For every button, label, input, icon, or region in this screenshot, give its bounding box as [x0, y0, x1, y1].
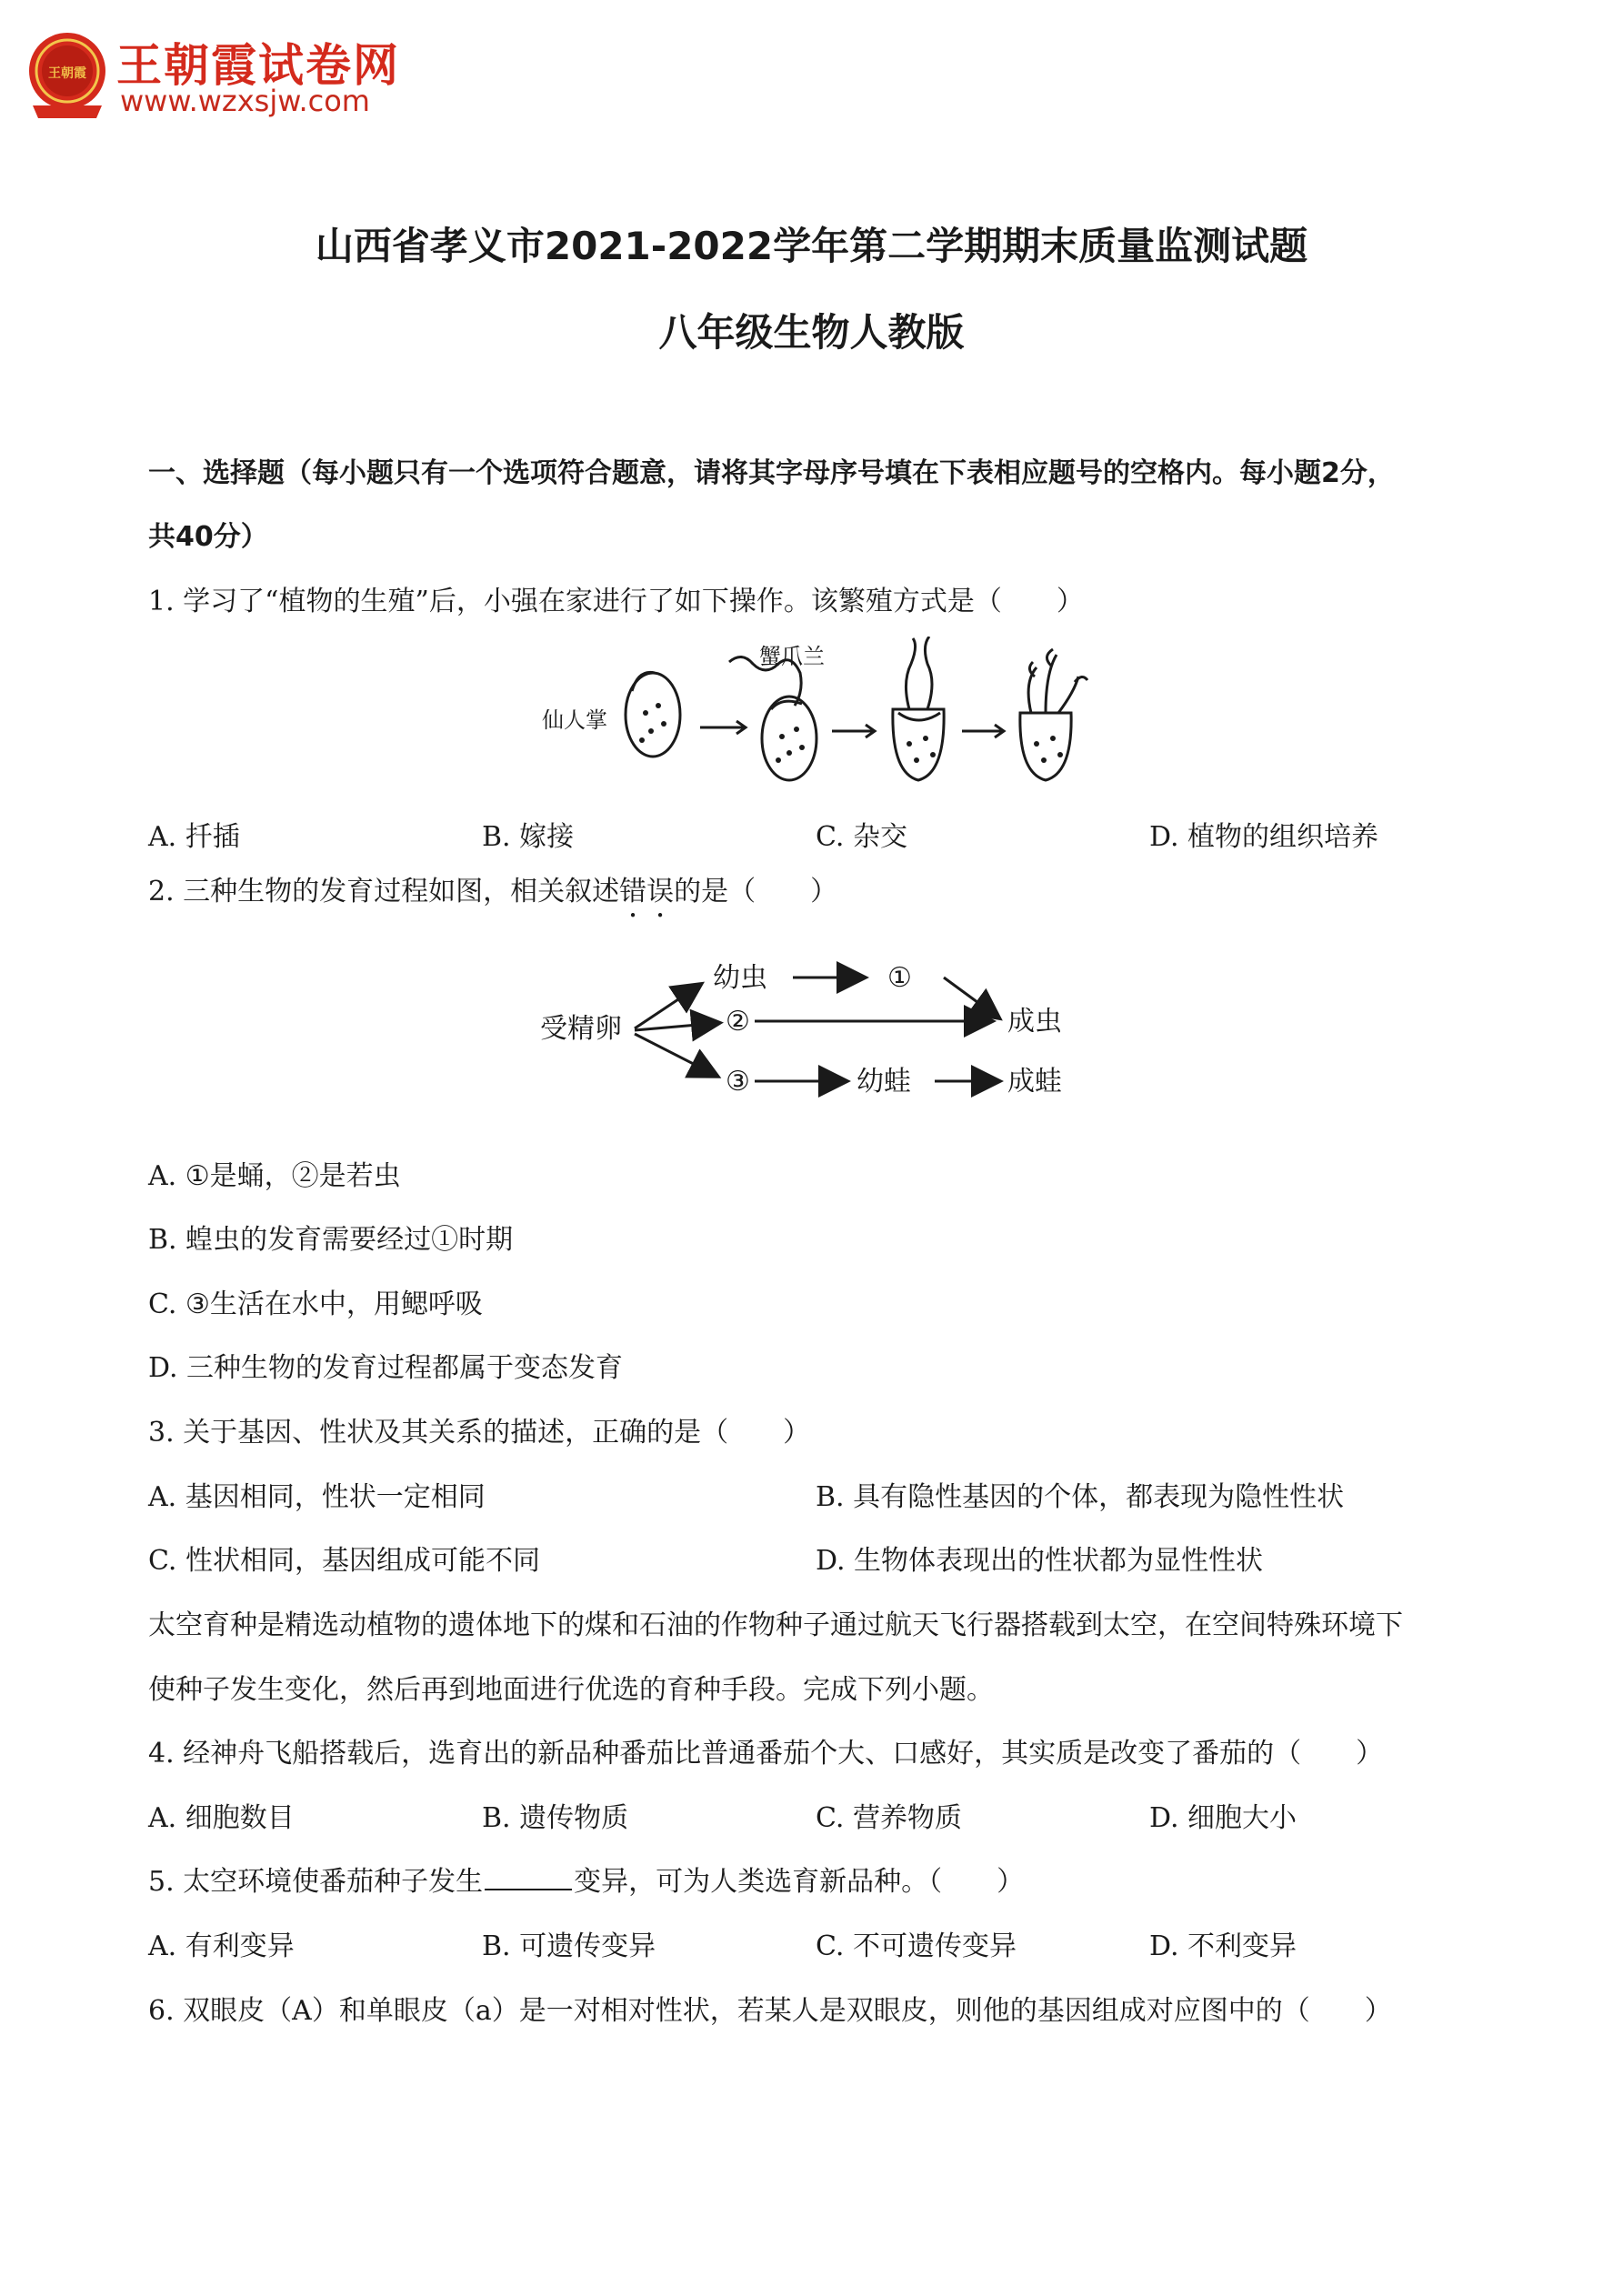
- q1-option-b[interactable]: B. 嫁接: [482, 821, 575, 853]
- site-url[interactable]: www.wzxsjw.com: [120, 84, 370, 118]
- q5-stem-after: 变异，可为人类选育新品种。（ ）: [574, 1866, 1025, 1898]
- question-2-stem: [148, 868, 837, 924]
- label-fertilized-egg: 受精卵: [540, 1013, 622, 1045]
- q2-stem-emphasis: 错误: [619, 876, 675, 907]
- label-cactus: 仙人掌: [542, 707, 607, 733]
- label-juvenile-frog: 幼蛙: [857, 1066, 911, 1098]
- q4-option-b[interactable]: B. 遗传物质: [482, 1802, 629, 1834]
- q2-stem-after: 的是（ ）: [674, 876, 838, 907]
- q3-option-c[interactable]: C. 性状相同，基因组成可能不同: [148, 1545, 540, 1577]
- q2-stem-before: 2. 三种生物的发育过程如图，相关叙述: [148, 876, 620, 907]
- question-4-stem: 4. 经神舟飞船搭载后，选育出的新品种番茄比普通番茄个大、口感好，其实质是改变了番茄的（ ）: [148, 1738, 1384, 1770]
- site-name: 王朝霞试卷网: [116, 39, 400, 92]
- label-crab-cactus: 蟹爪兰: [759, 644, 825, 669]
- q4-option-d[interactable]: D. 细胞大小: [1149, 1802, 1297, 1834]
- section-heading: 一、选择题（每小题只有一个选项符合题意，请将其字母序号填在下表相应题号的空格内。每小题2分，: [148, 457, 1395, 489]
- question-6-stem: 6. 双眼皮（A）和单眼皮（a）是一对相对性状，若某人是双眼皮，则他的基因组成对应图中的（ ）: [148, 1995, 1392, 2027]
- site-logo: [25, 25, 407, 125]
- q3-option-b[interactable]: B. 具有隐性基因的个体，都表现为隐性性状: [816, 1481, 1345, 1513]
- question-1-figure: [536, 637, 1100, 800]
- question-2-figure: [536, 950, 1100, 1114]
- q5-option-d[interactable]: D. 不利变异: [1149, 1930, 1297, 1962]
- seal-text: 王朝霞: [48, 66, 86, 81]
- label-adult-frog: 成蛙: [1007, 1066, 1062, 1098]
- section-heading-cont: 共40分）: [148, 521, 268, 553]
- q4-option-a[interactable]: A. 细胞数目: [148, 1802, 295, 1834]
- q5-answer-blank[interactable]: [485, 1863, 572, 1890]
- passage-line-1: 太空育种是精选动植物的遗体地下的煤和石油的作物种子通过航天飞行器搭载到太空，在空间特殊环境下: [148, 1609, 1403, 1641]
- question-3-stem: 3. 关于基因、性状及其关系的描述，正确的是（ ）: [148, 1417, 811, 1449]
- q4-option-c[interactable]: C. 营养物质: [816, 1802, 962, 1834]
- q2-option-c[interactable]: C. ③生活在水中，用鳃呼吸: [148, 1288, 483, 1320]
- q2-option-d[interactable]: D. 三种生物的发育过程都属于变态发育: [148, 1352, 624, 1384]
- q1-option-d[interactable]: D. 植物的组织培养: [1149, 821, 1379, 853]
- q5-option-a[interactable]: A. 有利变异: [148, 1930, 295, 1962]
- question-1-stem: 1. 学习了“植物的生殖”后，小强在家进行了如下操作。该繁殖方式是（ ）: [148, 586, 1084, 617]
- question-5-stem: [148, 1859, 1024, 1899]
- q5-option-c[interactable]: C. 不可遗传变异: [816, 1930, 1017, 1962]
- label-stage-3: ③: [726, 1066, 750, 1098]
- q2-option-b[interactable]: B. 蝗虫的发育需要经过①时期: [148, 1224, 514, 1256]
- q3-option-d[interactable]: D. 生物体表现出的性状都为显性性状: [816, 1545, 1264, 1577]
- label-stage-2: ②: [726, 1006, 750, 1038]
- q1-option-c[interactable]: C. 杂交: [816, 821, 907, 853]
- q5-option-b[interactable]: B. 可遗传变异: [482, 1930, 656, 1962]
- q1-option-a[interactable]: A. 扦插: [148, 821, 240, 853]
- label-stage-1: ①: [887, 962, 912, 994]
- q2-option-a[interactable]: A. ①是蛹，②是若虫: [148, 1160, 401, 1192]
- page-subtitle: 八年级生物人教版: [658, 310, 965, 355]
- q5-stem-before: 5. 太空环境使番茄种子发生: [148, 1866, 484, 1898]
- label-adult-insect: 成虫: [1007, 1006, 1062, 1038]
- page-title: 山西省孝义市2021-2022学年第二学期期末质量监测试题: [315, 224, 1308, 268]
- q3-option-a[interactable]: A. 基因相同，性状一定相同: [148, 1481, 486, 1513]
- passage-line-2: 使种子发生变化，然后再到地面进行优选的育种手段。完成下列小题。: [148, 1674, 994, 1706]
- seal-icon: [25, 25, 113, 125]
- label-larva: 幼虫: [713, 962, 767, 994]
